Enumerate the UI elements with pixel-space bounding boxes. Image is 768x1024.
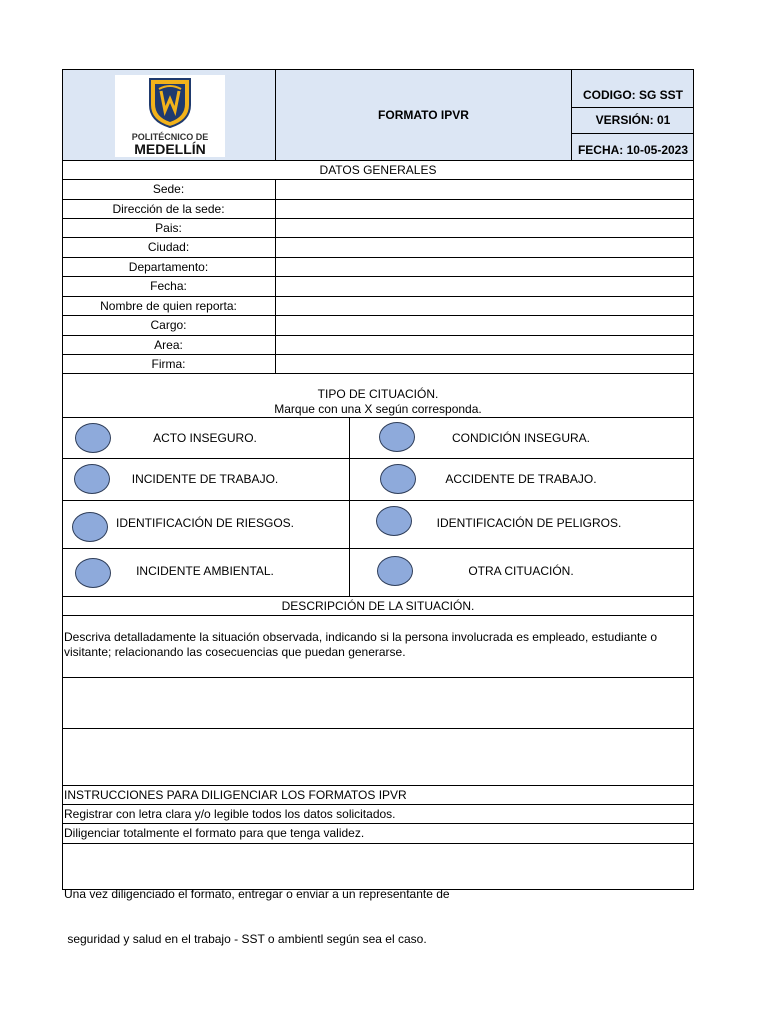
description-input-area-2[interactable] [63,729,693,785]
row-divider [62,218,694,219]
field-label: Sede: [152,182,185,196]
option-checkbox-accidente-trabajo[interactable] [380,464,416,494]
form-version: VERSIÓN: 01 [595,113,671,127]
option-label: ACTO INSEGURO. [153,431,257,445]
field-input[interactable] [276,179,696,199]
situation-title: TIPO DE CITUACIÓN. [317,386,439,401]
logo-text-line1: POLITÉCNICO DE [131,132,209,142]
option-label: INCIDENTE AMBIENTAL. [136,564,274,578]
general-section-title: DATOS GENERALES [319,162,437,177]
header-divider [571,107,694,108]
option-column-divider [349,417,350,596]
field-label: Firma: [151,356,186,371]
field-input[interactable] [276,218,696,237]
option-checkbox-condicion-insegura[interactable] [379,422,415,452]
situation-subtitle: Marque con una X según corresponda. [274,401,482,416]
field-input[interactable] [276,315,696,335]
form-code: CODIGO: SG SST [582,88,683,102]
row-divider [62,548,694,549]
field-label: Ciudad: [147,240,190,254]
field-input[interactable] [276,276,696,296]
row-divider [62,296,694,297]
field-input[interactable] [276,237,696,257]
option-checkbox-identificacion-peligros[interactable] [376,506,412,536]
field-input[interactable] [276,335,696,354]
option-checkbox-acto-inseguro[interactable] [75,423,111,453]
field-label: Fecha: [150,279,187,293]
option-checkbox-otra-situacion[interactable] [377,556,413,586]
logo-text-line2: MEDELLÍN [134,141,206,157]
row-divider [62,458,694,459]
option-label: INCIDENTE DE TRABAJO. [131,472,279,486]
instruction-item-3 [64,857,694,962]
row-divider [62,315,694,316]
row-divider [62,500,694,501]
form-date: FECHA: 10-05-2023 [577,143,689,157]
field-label: Dirección de la sede: [112,201,225,216]
row-divider [62,417,694,418]
option-label: IDENTIFICACIÓN DE PELIGROS. [436,516,622,530]
instruction-item-2: Diligenciar totalmente el formato para que tenga validez. [64,826,365,840]
header-divider [275,69,276,160]
description-title: DESCRIPCIÓN DE LA SITUACIÓN. [281,599,475,613]
row-divider [62,843,694,844]
option-checkbox-incidente-trabajo[interactable] [74,464,110,494]
field-column-divider [275,179,276,373]
row-divider [62,257,694,258]
field-label: Pais: [155,220,182,235]
option-label: ACCIDENTE DE TRABAJO. [445,472,597,486]
option-label: IDENTIFICACIÓN DE RIESGOS. [115,516,295,530]
option-checkbox-incidente-ambiental[interactable] [75,558,111,588]
row-divider [62,199,694,200]
description-instructions-line2: visitante; relacionando las cosecuencias que puedan generarse. [64,645,406,659]
field-input[interactable] [276,354,696,373]
description-instructions [64,630,694,660]
option-label: CONDICIÓN INSEGURA. [451,431,590,445]
field-label: Nombre de quien reporta: [100,298,237,313]
header-divider [571,133,694,134]
field-label: Cargo: [150,318,187,332]
option-checkbox-identificacion-riesgos[interactable] [72,512,108,542]
field-input[interactable] [276,257,696,276]
row-divider [62,335,694,336]
field-label: Area: [154,337,183,352]
header-divider [571,69,572,160]
row-divider [62,276,694,277]
row-divider [62,615,694,616]
instructions-title: INSTRUCCIONES PARA DILIGENCIAR LOS FORMATOS IPVR [64,787,407,802]
form-title: FORMATO IPVR [378,107,469,122]
description-input-area-1[interactable] [63,678,693,728]
instruction-item-3-line1: Una vez diligenciado el formato, entregar o enviar a un representante de [64,887,450,901]
instruction-item-3-line2: seguridad y salud en el trabajo - SST o ambientl según sea el caso. [64,932,427,946]
option-label: OTRA CITUACIÓN. [468,564,574,578]
row-divider [62,373,694,374]
description-instructions-line1: Descriva detalladamente la situación observada, indicando si la persona involucrada es empleado, estudiante o [64,630,658,644]
field-input[interactable] [276,296,696,315]
row-divider [62,237,694,238]
row-divider [62,354,694,355]
field-label: Departamento: [128,259,209,274]
instruction-item-1: Registrar con letra clara y/o legible todos los datos solicitados. [64,806,396,821]
field-input[interactable] [276,199,696,218]
